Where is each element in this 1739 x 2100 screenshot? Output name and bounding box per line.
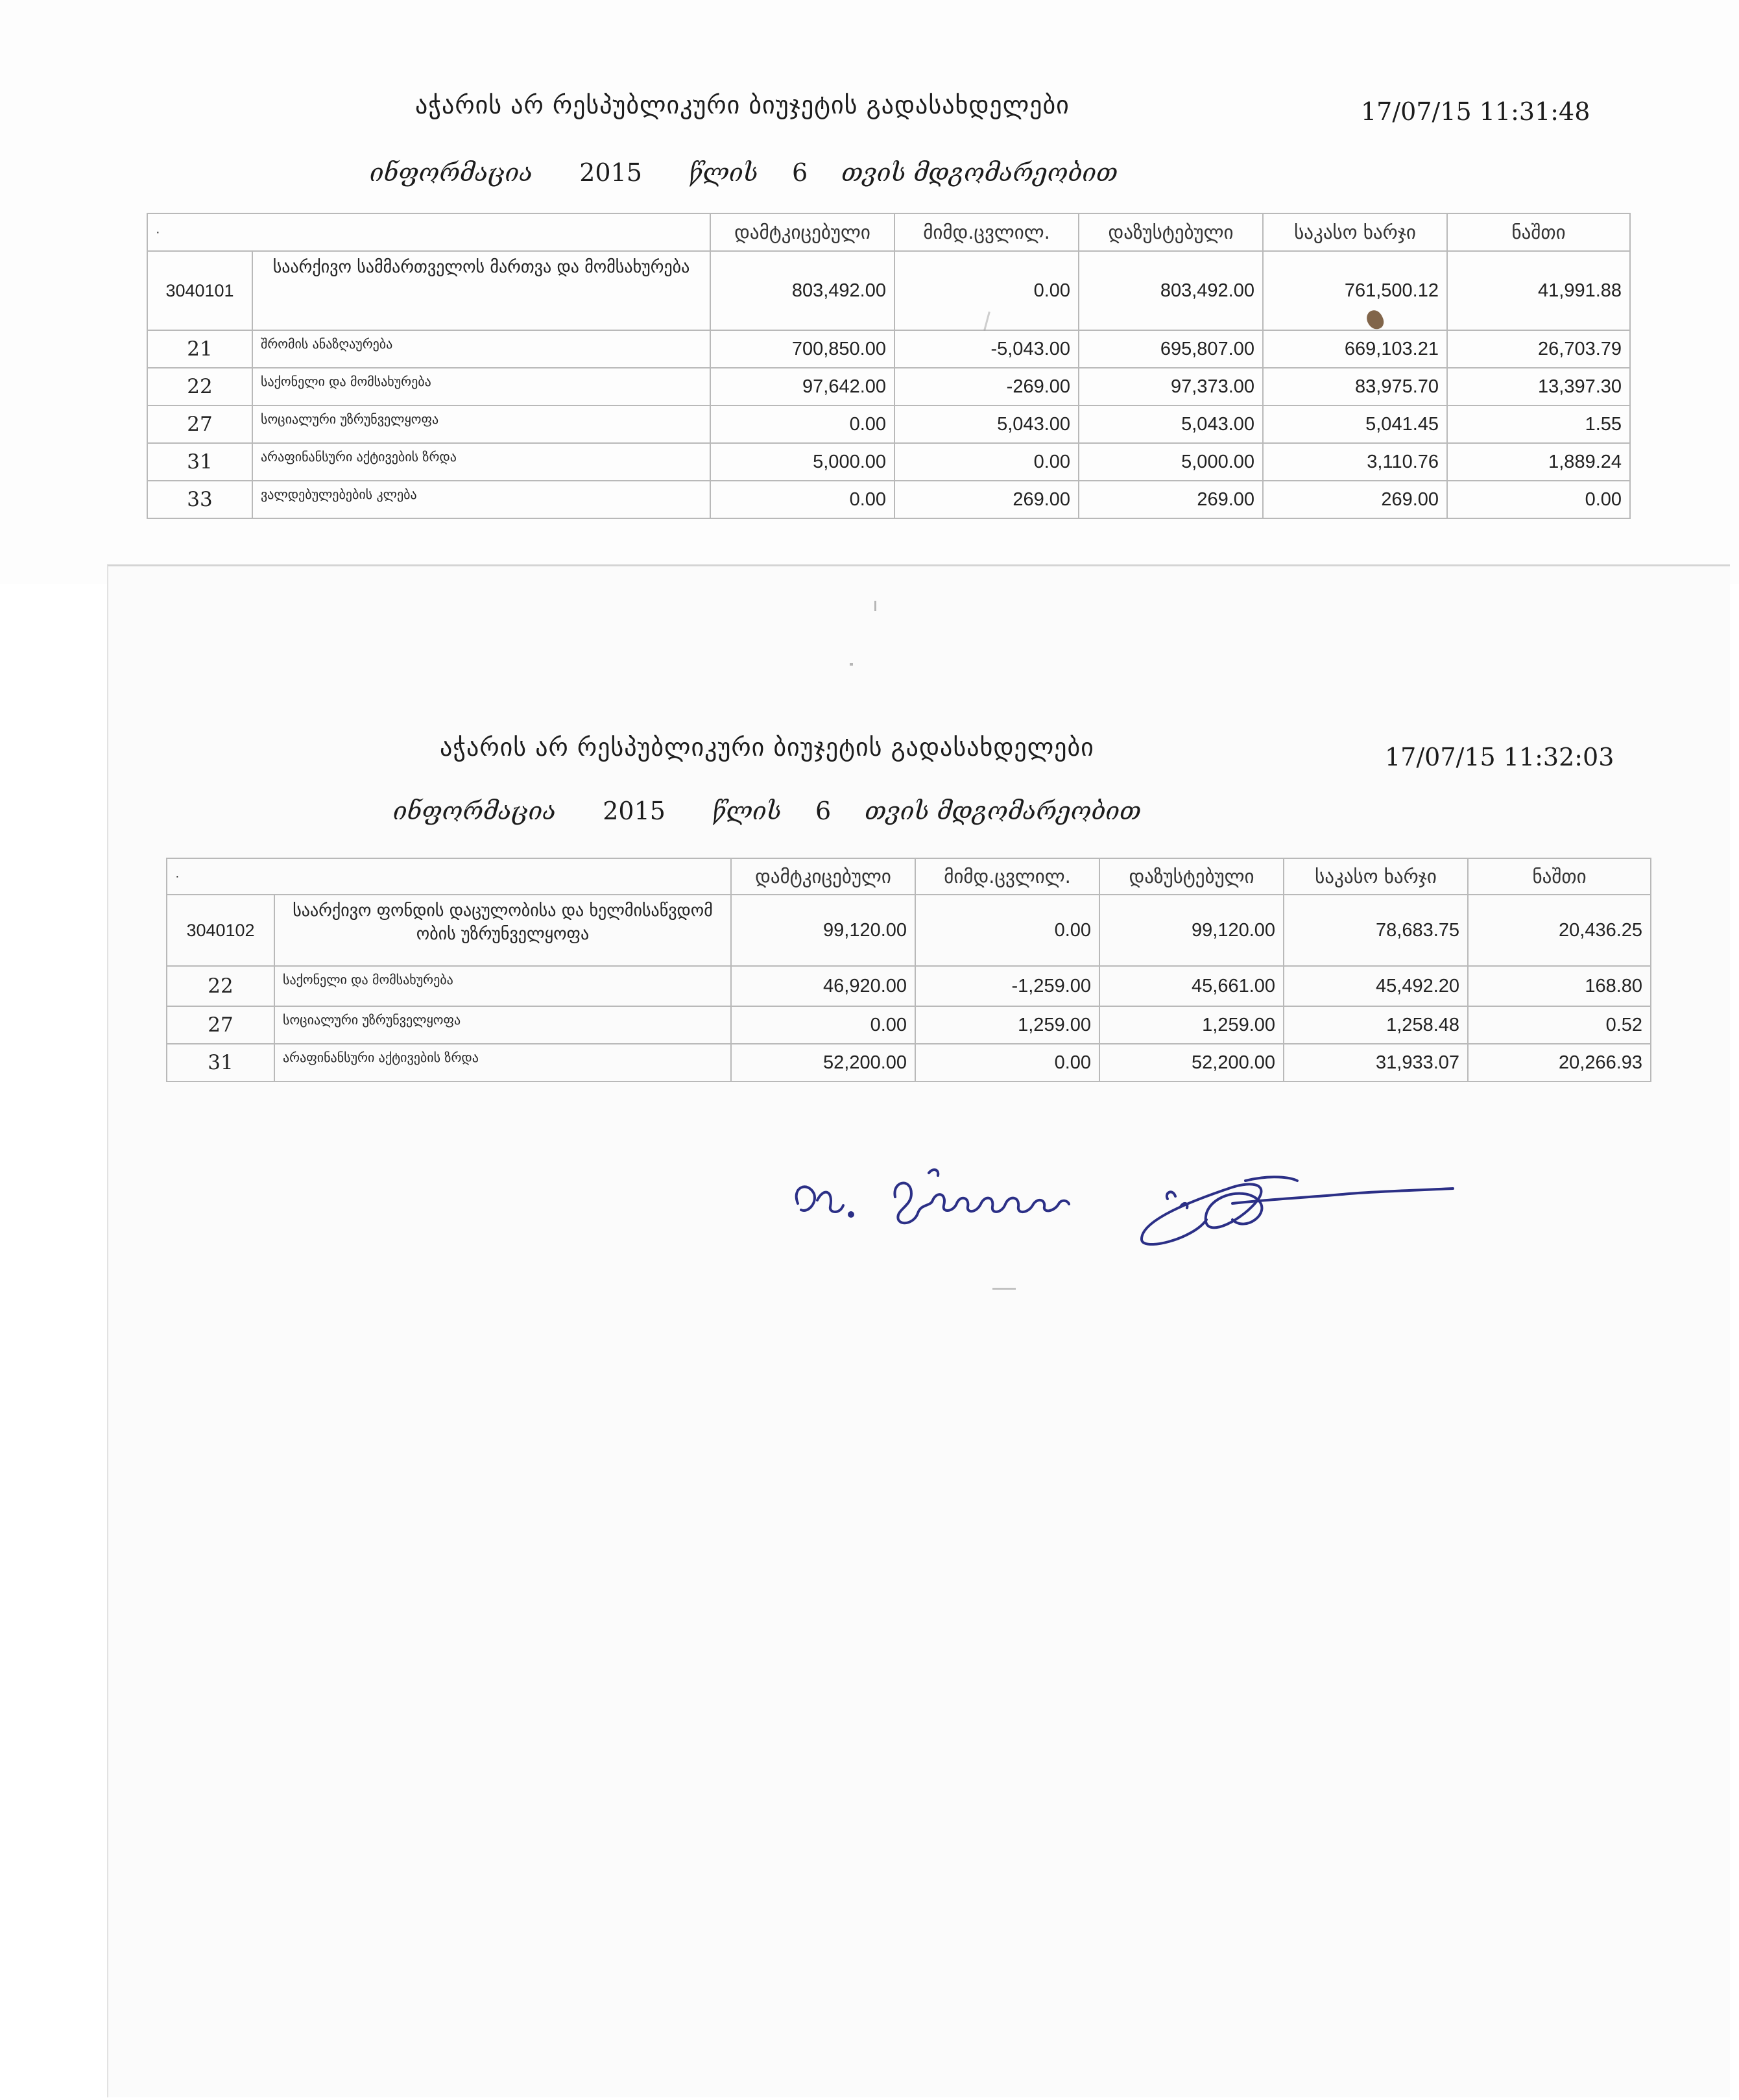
header-blank: · xyxy=(147,213,710,251)
cell-approved: 0.00 xyxy=(710,481,894,518)
report-title: აჭარის არ რესპუბლიკური ბიუჯეტის გადასახდელები xyxy=(440,733,1094,762)
cell-cash-expense: 3,110.76 xyxy=(1263,443,1447,481)
row-code: 27 xyxy=(147,405,252,443)
row-code: 27 xyxy=(167,1006,274,1044)
row-name: საარქივო სამმართველოს მართვა და მომსახურება xyxy=(252,251,710,330)
row-code: 33 xyxy=(147,481,252,518)
report-timestamp: 17/07/15 11:32:03 xyxy=(1385,743,1614,771)
year-word: წლის xyxy=(689,158,758,187)
cell-change: 0.00 xyxy=(915,895,1099,966)
row-code: 3040101 xyxy=(147,251,252,330)
cell-change: -1,259.00 xyxy=(915,966,1099,1006)
table-row xyxy=(147,405,1630,443)
handwritten-signature xyxy=(778,1142,1466,1310)
cell-balance: 13,397.30 xyxy=(1447,368,1630,405)
cell-balance: 26,703.79 xyxy=(1447,330,1630,368)
table-row-main xyxy=(147,251,1630,330)
cell-balance: 0.00 xyxy=(1447,481,1630,518)
month-value: 6 xyxy=(815,797,832,825)
report-table xyxy=(147,213,1631,519)
report-title: აჭარის არ რესპუბლიკური ბიუჯეტის გადასახდელები xyxy=(415,91,1070,119)
cell-revised: 1,259.00 xyxy=(1099,1006,1284,1044)
cell-cash-expense: 45,492.20 xyxy=(1284,966,1468,1006)
row-code: 3040102 xyxy=(167,895,274,966)
header-approved: დამტკიცებული xyxy=(710,213,894,251)
scan-speck xyxy=(850,663,853,666)
table-row xyxy=(147,481,1630,518)
row-name: საარქივო ფონდის დაცულობისა და ხელმისაწვდომ ობის უზრუნველყოფა xyxy=(274,895,731,966)
header-balance: ნაშთი xyxy=(1468,858,1651,895)
cell-revised: 45,661.00 xyxy=(1099,966,1284,1006)
header-balance: ნაშთი xyxy=(1447,213,1630,251)
cell-approved: 0.00 xyxy=(710,405,894,443)
header-approved: დამტკიცებული xyxy=(731,858,915,895)
cell-cash-expense: 761,500.12 xyxy=(1263,251,1447,330)
cell-revised: 5,000.00 xyxy=(1079,443,1263,481)
month-word: თვის მდგომარეობით xyxy=(841,158,1118,187)
cell-balance: 20,436.25 xyxy=(1468,895,1651,966)
cell-change: 1,259.00 xyxy=(915,1006,1099,1044)
cell-change: 0.00 xyxy=(915,1044,1099,1081)
report-page-2 xyxy=(107,564,1730,2097)
row-code: 31 xyxy=(147,443,252,481)
year-value: 2015 xyxy=(603,797,666,825)
cell-balance: 0.52 xyxy=(1468,1006,1651,1044)
cell-cash-expense: 269.00 xyxy=(1263,481,1447,518)
cell-approved: 700,850.00 xyxy=(710,330,894,368)
cell-cash-expense: 31,933.07 xyxy=(1284,1044,1468,1081)
row-code: 22 xyxy=(167,966,274,1006)
cell-approved: 803,492.00 xyxy=(710,251,894,330)
header-row xyxy=(147,213,1630,251)
cell-revised: 97,373.00 xyxy=(1079,368,1263,405)
row-name: სოციალური უზრუნველყოფა xyxy=(252,405,710,443)
year-word: წლის xyxy=(712,797,782,825)
cell-cash-expense: 78,683.75 xyxy=(1284,895,1468,966)
row-name: შრომის ანაზღაურება xyxy=(252,330,710,368)
cell-approved: 99,120.00 xyxy=(731,895,915,966)
cell-cash-expense: 83,975.70 xyxy=(1263,368,1447,405)
table-row xyxy=(147,443,1630,481)
row-name: არაფინანსური აქტივების ზრდა xyxy=(274,1044,731,1081)
table-row xyxy=(167,1044,1651,1081)
cell-cash-expense: 669,103.21 xyxy=(1263,330,1447,368)
header-cash-expense: საკასო ხარჯი xyxy=(1263,213,1447,251)
cell-revised: 99,120.00 xyxy=(1099,895,1284,966)
report-subline xyxy=(393,797,1141,825)
table-row xyxy=(147,330,1630,368)
header-blank: · xyxy=(167,858,731,895)
cell-revised: 5,043.00 xyxy=(1079,405,1263,443)
cell-change: 0.00 xyxy=(894,443,1079,481)
cell-balance: 41,991.88 xyxy=(1447,251,1630,330)
table-row xyxy=(147,368,1630,405)
header-change: მიმდ.ცვლილ. xyxy=(894,213,1079,251)
row-code: 31 xyxy=(167,1044,274,1081)
cell-balance: 1.55 xyxy=(1447,405,1630,443)
cell-balance: 168.80 xyxy=(1468,966,1651,1006)
cell-revised: 695,807.00 xyxy=(1079,330,1263,368)
cell-approved: 0.00 xyxy=(731,1006,915,1044)
cell-approved: 97,642.00 xyxy=(710,368,894,405)
month-word: თვის მდგომარეობით xyxy=(865,797,1142,825)
header-change: მიმდ.ცვლილ. xyxy=(915,858,1099,895)
header-row xyxy=(167,858,1651,895)
row-code: 22 xyxy=(147,368,252,405)
table-row xyxy=(167,1006,1651,1044)
row-name: არაფინანსური აქტივების ზრდა xyxy=(252,443,710,481)
header-cash-expense: საკასო ხარჯი xyxy=(1284,858,1468,895)
cell-change: -5,043.00 xyxy=(894,330,1079,368)
table-row-main xyxy=(167,895,1651,966)
year-value: 2015 xyxy=(579,158,642,187)
cell-revised: 269.00 xyxy=(1079,481,1263,518)
cell-change: -269.00 xyxy=(894,368,1079,405)
scan-speck xyxy=(992,1288,1016,1290)
report-timestamp: 17/07/15 11:31:48 xyxy=(1361,97,1590,126)
header-revised: დაზუსტებული xyxy=(1099,858,1284,895)
table-row xyxy=(167,966,1651,1006)
row-name: სოციალური უზრუნველყოფა xyxy=(274,1006,731,1044)
cell-change: 0.00 xyxy=(894,251,1079,330)
row-name: საქონელი და მომსახურება xyxy=(274,966,731,1006)
cell-balance: 1,889.24 xyxy=(1447,443,1630,481)
month-value: 6 xyxy=(791,158,808,187)
cell-cash-expense: 5,041.45 xyxy=(1263,405,1447,443)
header-revised: დაზუსტებული xyxy=(1079,213,1263,251)
report-subline xyxy=(370,158,1118,187)
cell-approved: 52,200.00 xyxy=(731,1044,915,1081)
cell-revised: 52,200.00 xyxy=(1099,1044,1284,1081)
cell-change: 269.00 xyxy=(894,481,1079,518)
info-label: ინფორმაცია xyxy=(393,797,557,825)
row-name: საქონელი და მომსახურება xyxy=(252,368,710,405)
cell-balance: 20,266.93 xyxy=(1468,1044,1651,1081)
cell-cash-expense: 1,258.48 xyxy=(1284,1006,1468,1044)
row-name: ვალდებულებების კლება xyxy=(252,481,710,518)
info-label: ინფორმაცია xyxy=(370,158,533,187)
cell-revised: 803,492.00 xyxy=(1079,251,1263,330)
cell-change: 5,043.00 xyxy=(894,405,1079,443)
report-table xyxy=(166,858,1651,1082)
cell-approved: 5,000.00 xyxy=(710,443,894,481)
scan-speck xyxy=(874,601,876,611)
cell-approved: 46,920.00 xyxy=(731,966,915,1006)
row-code: 21 xyxy=(147,330,252,368)
